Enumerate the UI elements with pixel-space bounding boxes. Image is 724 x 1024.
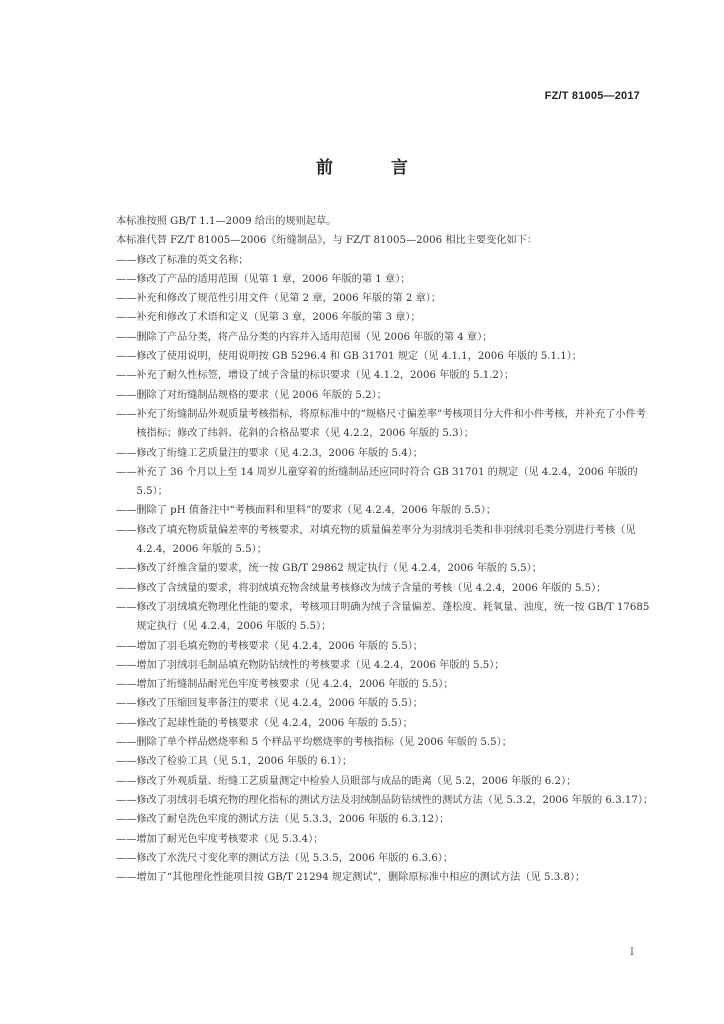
change-item	[116, 675, 656, 694]
change-item-text: 修改了羽绒填充物理化性能的要求，考核项目明确为绒子含量偏差、蓬松度、耗氧量、浊度，统一按 GB/T 17685 规定执行（见 4.2.4，2006 年版的 5.5）；	[136, 601, 650, 633]
change-item	[116, 752, 656, 771]
change-item-text: 修改了绗缝工艺质量注的要求（见 4.2.3，2006 年版的 5.4）；	[136, 447, 423, 459]
intro-paragraph: 本标准代替 FZ/T 81005—2006《绗缝制品》，与 FZ/T 81005—2006 相比主要变化如下：	[116, 235, 538, 247]
dash-marker: ——	[116, 466, 137, 478]
change-item	[116, 637, 656, 656]
dash-marker: ——	[116, 505, 137, 517]
change-item	[116, 598, 656, 637]
preface-body	[116, 212, 656, 887]
change-item-text: 删除了 pH 值备注中“考核面料和里料”的要求（见 4.2.4，2006 年版的 5.5）；	[136, 505, 497, 517]
change-item-text: 补充和修改了规范性引用文件（见第 2 章，2006 年版的第 2 章）；	[136, 293, 442, 305]
dash-marker: ——	[116, 872, 137, 884]
dash-marker: ——	[116, 659, 137, 671]
change-item	[116, 714, 656, 733]
dash-marker: ——	[116, 351, 137, 363]
change-item	[116, 444, 656, 463]
change-item-text: 修改了外观质量、绗缝工艺质量测定中检验人员眼部与成品的距离（见 5.2，2006 年版的 6.2）；	[136, 775, 577, 787]
dash-marker: ——	[116, 698, 137, 710]
change-item-text: 补充和修改了术语和定义（见第 3 章，2006 年版的第 3 章）；	[136, 312, 421, 324]
change-item-text: 修改了标准的英文名称；	[136, 254, 249, 266]
change-item	[116, 308, 656, 327]
change-item	[116, 501, 656, 520]
dash-marker: ——	[116, 331, 137, 343]
change-item	[116, 347, 656, 366]
change-item-text: 修改了羽绒羽毛填充物的理化指标的测试方法及羽绒制品防钻绒性的测试方法（见 5.3.2，2006 年版的 6.3.17）；	[136, 794, 654, 806]
change-item	[116, 694, 656, 713]
change-item	[116, 791, 656, 810]
change-item-text: 删除了产品分类，将产品分类的内容并入适用范围（见 2006 年版的第 4 章）；	[136, 331, 493, 343]
page-number: I	[630, 947, 634, 958]
dash-marker: ——	[116, 582, 137, 594]
dash-marker: ——	[116, 775, 137, 787]
dash-marker: ——	[116, 756, 137, 768]
change-item	[116, 270, 656, 289]
change-item-text: 修改了含绒量的要求，将羽绒填充物含绒量考核修改为绒子含量的考核（见 4.2.4，2006 年版的 5.5）；	[136, 582, 607, 594]
dash-marker: ——	[116, 563, 137, 575]
change-item-text: 修改了纤维含量的要求，统一按 GB/T 29862 规定执行（见 4.2.4，2006 年版的 5.5）；	[136, 563, 542, 575]
change-item	[116, 386, 656, 405]
change-item	[116, 521, 656, 560]
dash-marker: ——	[116, 737, 137, 749]
dash-marker: ——	[116, 408, 137, 420]
change-item	[116, 559, 656, 578]
change-item	[116, 579, 656, 598]
change-item-text: 增加了“其他理化性能项目按 GB/T 21294 规定测试”，删除原标准中相应的测试方法（见 5.3.8）；	[136, 872, 586, 884]
dash-marker: ——	[116, 389, 137, 401]
change-item	[116, 772, 656, 791]
dash-marker: ——	[116, 524, 137, 536]
change-item	[116, 656, 656, 675]
dash-marker: ——	[116, 794, 137, 806]
change-item	[116, 830, 656, 849]
change-item	[116, 366, 656, 385]
change-item-text: 删除了对绗缝制品规格的要求（见 2006 年版的 5.2）；	[136, 389, 387, 401]
change-item	[116, 849, 656, 868]
dash-marker: ——	[116, 447, 137, 459]
dash-marker: ——	[116, 273, 137, 285]
dash-marker: ——	[116, 717, 137, 729]
change-item	[116, 328, 656, 347]
change-list	[116, 251, 656, 888]
change-item	[116, 733, 656, 752]
change-item-text: 增加了绗缝制品耐光色牢度考核要求（见 4.2.4，2006 年版的 5.5）；	[136, 679, 454, 691]
change-item-text: 修改了起球性能的考核要求（见 4.2.4，2006 年版的 5.5）；	[136, 717, 413, 729]
change-item-text: 修改了产品的适用范围（见第 1 章，2006 年版的第 1 章）；	[136, 273, 411, 285]
change-item	[116, 463, 656, 502]
change-item	[116, 251, 656, 270]
intro-paragraph: 本标准按照 GB/T 1.1—2009 给出的规则起草。	[116, 216, 337, 227]
change-item-text: 修改了使用说明，使用说明按 GB 5296.4 和 GB 31701 规定（见 4.1.1，2006 年版的 5.1.1）；	[136, 351, 582, 363]
change-item	[116, 289, 656, 308]
dash-marker: ——	[116, 679, 137, 691]
change-item-text: 补充了绗缝制品外观质量考核指标，将原标准中的“规格尺寸偏差率”考核项目分大件和小件考核，并补充了小件考核指标；修改了纬斜、花斜的合格品要求（见 4.2.2，2006 年版的 5.3）；	[136, 408, 646, 440]
dash-marker: ——	[116, 293, 137, 305]
dash-marker: ——	[116, 312, 137, 324]
dash-marker: ——	[116, 852, 137, 864]
change-item-text: 增加了羽绒羽毛制品填充物防钻绒性的考核要求（见 4.2.4，2006 年版的 5.5）；	[136, 659, 505, 671]
dash-marker: ——	[116, 640, 137, 652]
dash-marker: ——	[116, 254, 137, 266]
change-item-text: 增加了羽毛填充物的考核要求（见 4.2.4，2006 年版的 5.5）；	[136, 640, 423, 652]
change-item-text: 修改了检验工具（见 5.1，2006 年版的 6.1）；	[136, 756, 353, 768]
dash-marker: ——	[116, 833, 137, 845]
change-item	[116, 405, 656, 444]
change-item-text: 补充了耐久性标签，增设了绒子含量的标识要求（见 4.1.2，2006 年版的 5.1.2）；	[136, 370, 515, 382]
dash-marker: ——	[116, 601, 137, 613]
dash-marker: ——	[116, 814, 137, 826]
change-item-text: 补充了 36 个月以上至 14 周岁儿童穿着的绗缝制品还应同时符合 GB 31701 的规定（见 4.2.4，2006 年版的 5.5）；	[136, 466, 638, 498]
change-item-text: 删除了单个样品燃烧率和 5 个样品平均燃烧率的考核指标（见 2006 年版的 5.5）；	[136, 737, 512, 749]
change-item-text: 修改了填充物质量偏差率的考核要求，对填充物的质量偏差率分为羽绒羽毛类和非羽绒羽毛类分别进行考核（见 4.2.4，2006 年版的 5.5）；	[136, 524, 636, 556]
page-title: 前 言	[316, 158, 434, 178]
change-item-text: 修改了耐皂洗色牢度的测试方法（见 5.3.3，2006 年版的 6.3.12）；	[136, 814, 450, 826]
change-item-text: 增加了耐光色牢度考核要求（见 5.3.4）；	[136, 833, 324, 845]
standard-code: FZ/T 81005—2017	[544, 90, 640, 102]
dash-marker: ——	[116, 370, 137, 382]
change-item	[116, 810, 656, 829]
change-item	[116, 868, 656, 887]
change-item-text: 修改了水洗尺寸变化率的测试方法（见 5.3.5，2006 年版的 6.3.6）；	[136, 852, 454, 864]
change-item-text: 修改了压缩回复率备注的要求（见 4.2.4，2006 年版的 5.5）；	[136, 698, 423, 710]
